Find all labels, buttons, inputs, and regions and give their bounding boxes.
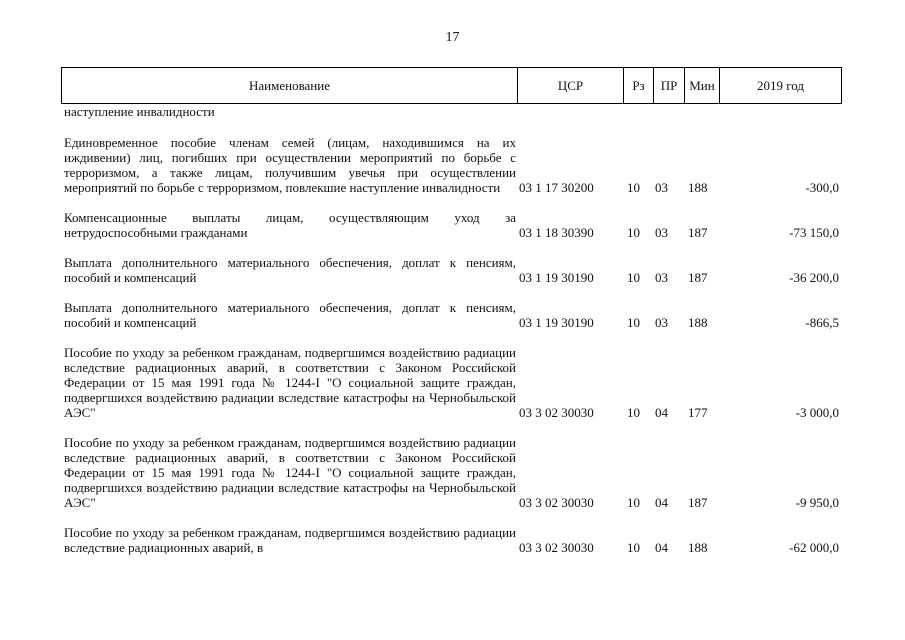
row-amount: -73 150,0 xyxy=(789,225,839,240)
row-pr: 03 xyxy=(655,315,668,330)
row-name: Выплата дополнительного материального обеспечения, доплат к пенсиям, пособий и компенсаций xyxy=(64,255,516,285)
table-row xyxy=(61,210,841,240)
row-pr: 03 xyxy=(655,180,668,195)
table-row xyxy=(61,135,841,195)
row-pr: 04 xyxy=(655,495,668,510)
table-body xyxy=(61,104,841,570)
row-amount: -300,0 xyxy=(805,180,839,195)
row-rz: 10 xyxy=(627,180,640,195)
row-csr: 03 1 19 30190 xyxy=(519,315,594,330)
row-rz: 10 xyxy=(627,270,640,285)
row-csr: 03 3 02 30030 xyxy=(519,495,594,510)
page-number: 17 xyxy=(445,30,460,45)
row-rz: 10 xyxy=(627,405,640,420)
header-min: Мин xyxy=(685,68,720,104)
table-header xyxy=(61,67,842,104)
row-pr: 04 xyxy=(655,405,668,420)
row-name: Пособие по уходу за ребенком гражданам, подвергшимся воздействию радиации вследствие радиационных аварий, в соответствии с Законом Российской Федерации от 15 мая 1991 года № 1244-I "О социальной защите граждан, подвергшихся воздействию радиации вследствие катастрофы на Чернобыльской АЭС" xyxy=(64,435,516,510)
row-pr: 03 xyxy=(655,225,668,240)
row-csr: 03 1 17 30200 xyxy=(519,180,594,195)
header-year: 2019 год xyxy=(720,68,842,104)
row-pr: 04 xyxy=(655,540,668,555)
row-amount: -3 000,0 xyxy=(795,405,839,420)
table-row xyxy=(61,255,841,285)
table-row xyxy=(61,525,841,555)
row-min: 187 xyxy=(688,495,708,510)
row-rz: 10 xyxy=(627,225,640,240)
row-min: 188 xyxy=(688,180,708,195)
table-row xyxy=(61,345,841,420)
row-name: Единовременное пособие членам семей (лицам, находившимся на их иждивении) лиц, погибших при осуществлении мероприятий по борьбе с терроризмом, а также лицам, получившим увечья при осуществлении мероприятий по борьбе с терроризмом, повлекшие наступление инвалидности xyxy=(64,135,516,195)
row-name: Выплата дополнительного материального обеспечения, доплат к пенсиям, пособий и компенсаций xyxy=(64,300,516,330)
row-csr: 03 3 02 30030 xyxy=(519,540,594,555)
row-csr: 03 3 02 30030 xyxy=(519,405,594,420)
row-amount: -62 000,0 xyxy=(789,540,839,555)
continuation-text: наступление инвалидности xyxy=(64,104,215,119)
header-pr: ПР xyxy=(654,68,685,104)
row-rz: 10 xyxy=(627,315,640,330)
row-amount: -9 950,0 xyxy=(795,495,839,510)
header-rz: Рз xyxy=(624,68,654,104)
table-row xyxy=(61,300,841,330)
row-pr: 03 xyxy=(655,270,668,285)
row-min: 188 xyxy=(688,540,708,555)
row-rz: 10 xyxy=(627,540,640,555)
table-row xyxy=(61,435,841,510)
row-min: 187 xyxy=(688,270,708,285)
row-csr: 03 1 19 30190 xyxy=(519,270,594,285)
row-amount: -866,5 xyxy=(805,315,839,330)
row-min: 187 xyxy=(688,225,708,240)
row-name: Пособие по уходу за ребенком гражданам, подвергшимся воздействию радиации вследствие радиационных аварий, в соответствии с Законом Российской Федерации от 15 мая 1991 года № 1244-I "О социальной защите граждан, подвергшихся воздействию радиации вследствие катастрофы на Чернобыльской АЭС" xyxy=(64,345,516,420)
row-name: Пособие по уходу за ребенком гражданам, подвергшимся воздействию радиации вследствие радиационных аварий, в xyxy=(64,525,516,555)
row-name: Компенсационные выплаты лицам, осуществляющим уход за нетрудоспособными гражданами xyxy=(64,210,516,240)
header-name: Наименование xyxy=(62,68,518,104)
row-rz: 10 xyxy=(627,495,640,510)
row-csr: 03 1 18 30390 xyxy=(519,225,594,240)
header-csr: ЦСР xyxy=(518,68,624,104)
row-min: 177 xyxy=(688,405,708,420)
row-min: 188 xyxy=(688,315,708,330)
row-amount: -36 200,0 xyxy=(789,270,839,285)
